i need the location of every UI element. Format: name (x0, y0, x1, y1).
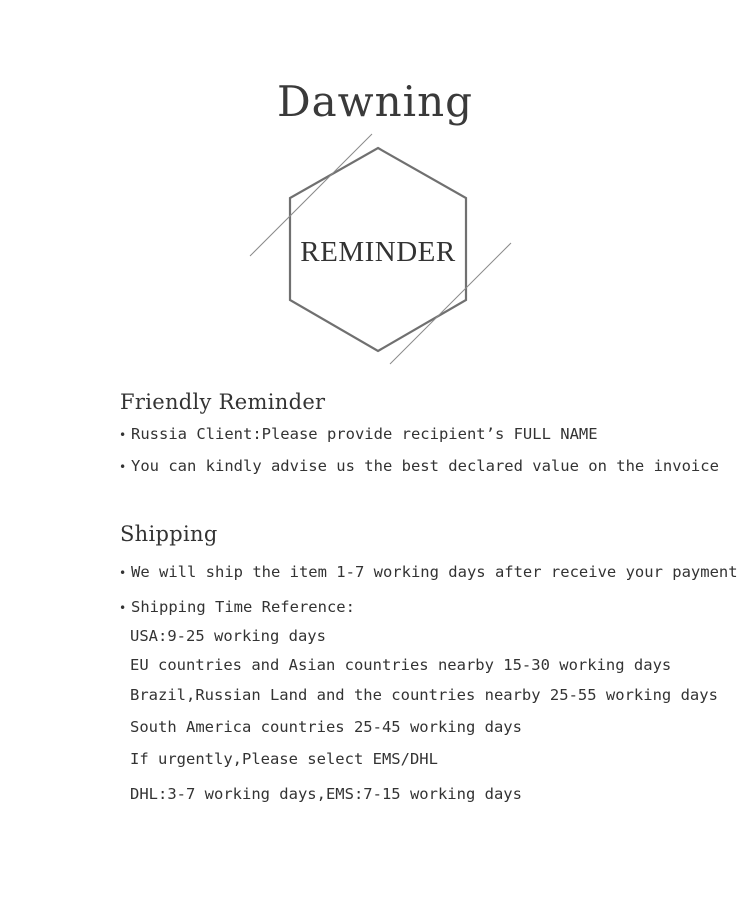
shipping-reference-line: If urgently,Please select EMS/DHL (130, 750, 438, 768)
reminder-emblem (240, 125, 520, 370)
shipping-bullet (119, 597, 355, 618)
bullet-icon: • (119, 601, 127, 615)
reminder-item (119, 456, 719, 477)
shipping-reference-line: USA:9-25 working days (130, 627, 326, 645)
brand-title: Dawning (276, 77, 474, 126)
shipping-reference-line: South America countries 25-45 working days (130, 718, 522, 736)
reminder-item-text: Russia Client:Please provide recipient’s FULL NAME (131, 425, 598, 443)
bullet-icon: • (119, 460, 127, 474)
shipping-reference-line: EU countries and Asian countries nearby 15-30 working days (130, 656, 672, 674)
shipping-reference-line: DHL:3-7 working days,EMS:7-15 working days (130, 785, 522, 803)
shipping-reference-line: Brazil,Russian Land and the countries nearby 25-55 working days (130, 686, 718, 704)
shipping-bullet-text: Shipping Time Reference: (131, 598, 355, 616)
bullet-icon: • (119, 566, 127, 580)
emblem-label: REMINDER (300, 236, 456, 268)
reminder-item-text: You can kindly advise us the best declared value on the invoice (131, 457, 719, 475)
bullet-icon: • (119, 428, 127, 442)
shipping-bullet (119, 562, 738, 583)
shipping-title: Shipping (120, 522, 218, 546)
friendly-reminder-title: Friendly Reminder (120, 390, 326, 414)
reminder-item (119, 424, 598, 445)
shipping-bullet-text: We will ship the item 1-7 working days after receive your payment (131, 563, 738, 581)
